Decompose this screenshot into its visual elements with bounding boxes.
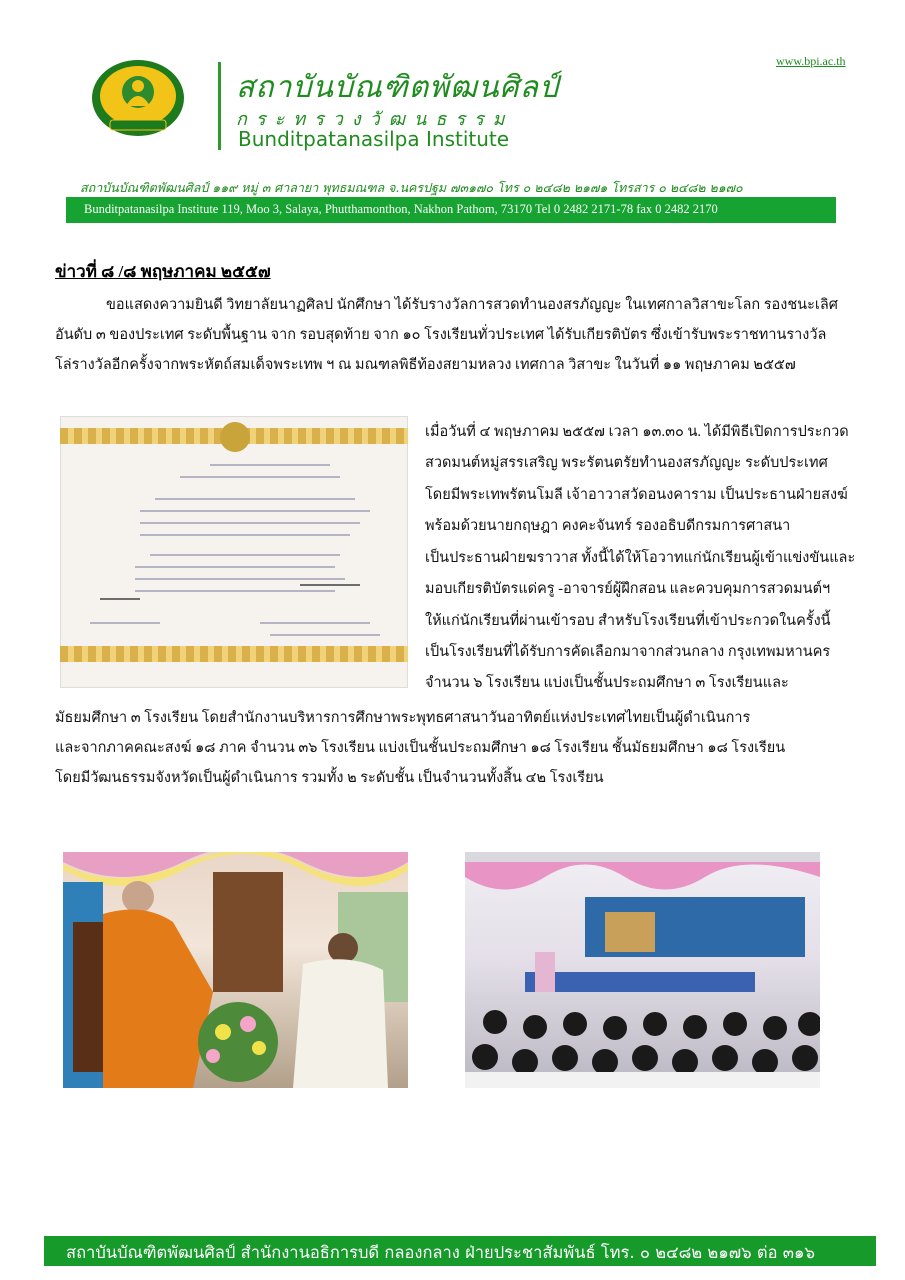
ministry-name: กระทรวงวัฒนธรรม bbox=[236, 109, 514, 130]
news-title: ข่าวที่ ๘ /๘ พฤษภาคม ๒๕๕๗ bbox=[55, 262, 271, 281]
address-thai: สถาบันบัณฑิตพัฒนศิลป์ ๑๑๙ หมู่ ๓ ศาลายา พุทธมณฑล จ.นครปฐม ๗๓๑๗๐ โทร ๐ ๒๔๘๒ ๒๑๗๑ โทรสาร ๐ ๒๔๘๒ ๒๑๗๐ bbox=[80, 180, 743, 195]
footer-contact: สถาบันบัณฑิตพัฒนศิลป์ สำนักงานอธิการบดี กลองกลาง ฝ่ายประชาสัมพันธ์ โทร. ๐ ๒๔๘๒ ๒๑๗๖ ต่อ ๓๑๖ bbox=[66, 1243, 815, 1262]
intro-line: อันดับ ๓ ของประเทศ ระดับพื้นฐาน จาก รอบสุดท้าย จาก ๑๐ โรงเรียนทั่วประเทศ ได้รับเกียรติบัตร ซึ่งเข้ารับพระราชทานรางวัล bbox=[55, 327, 827, 343]
intro-line: โล่รางวัลอีกครั้งจากพระหัตถ์สมเด็จพระเทพ ฯ ณ มณฑลพิธีท้องสยามหลวง เทศกาล วิสาขะ ในวันที่ ๑๑ พฤษภาคม ๒๕๕๗ bbox=[55, 357, 796, 373]
website-link[interactable]: www.bpi.ac.th bbox=[776, 54, 846, 68]
header-divider bbox=[218, 62, 221, 150]
institute-name-english: Bunditpatanasilpa Institute bbox=[238, 127, 510, 151]
body-line: มัธยมศึกษา ๓ โรงเรียน โดยสำนักงานบริหารการศึกษาพระพุทธศาสนาวันอาทิตย์แห่งประเทศไทยเป็นผู้ดำเนินการ bbox=[55, 710, 751, 726]
ceremony-photo-students bbox=[465, 852, 820, 1088]
side-line: มอบเกียรติบัตรแด่ครู -อาจารย์ผู้ฝึกสอน และควบคุมการสวดมนต์ฯ bbox=[425, 581, 831, 597]
side-line: ให้แก่นักเรียนที่ผ่านเข้ารอบ สำหรับโรงเรียนที่เข้าประกวดในครั้งนี้ bbox=[425, 613, 831, 629]
side-line: โดยมีพระเทพรัตนโมลี เจ้าอาวาสวัดอนงคาราม เป็นประธานฝ่ายสงฆ์ bbox=[425, 487, 848, 503]
side-line: พร้อมด้วยนายกฤษฎา คงคะจันทร์ รองอธิบดีกรมการศาสนา bbox=[425, 518, 791, 534]
institute-logo bbox=[88, 56, 188, 140]
side-line: เป็นประธานฝ่ายฆราวาส ทั้งนี้ได้ให้โอวาทแก่นักเรียนผู้เข้าแข่งขันและ bbox=[425, 550, 856, 566]
body-line: โดยมีวัฒนธรรมจังหวัดเป็นผู้ดำเนินการ รวมทั้ง ๒ ระดับชั้น เป็นจำนวนทั้งสิ้น ๔๒ โรงเรียน bbox=[55, 770, 604, 786]
address-english: Bunditpatanasilpa Institute 119, Moo 3, Salaya, Phutthamonthon, Nakhon Pathom, 73170 Tel 0 2482 2171-78 fax 0 2482 2170 bbox=[84, 202, 718, 216]
side-line: เมื่อวันที่ ๔ พฤษภาคม ๒๕๕๗ เวลา ๑๓.๓๐ น. ได้มีพิธีเปิดการประกวด bbox=[425, 424, 849, 440]
body-line: และจากภาคคณะสงฆ์ ๑๘ ภาค จำนวน ๓๖ โรงเรียน แบ่งเป็นชั้นประถมศึกษา ๑๘ โรงเรียน ชั้นมัธยมศึกษา ๑๘ โรงเรียน bbox=[55, 740, 786, 756]
side-line: เป็นโรงเรียนที่ได้รับการคัดเลือกมาจากส่วนกลาง กรุงเทพมหานคร bbox=[425, 644, 831, 660]
side-line: สวดมนต์หมู่สรรเสริญ พระรัตนตรัยทำนองสรภัญญะ ระดับประเทศ bbox=[425, 455, 828, 471]
side-line: จำนวน ๖ โรงเรียน แบ่งเป็นชั้นประถมศึกษา ๓ โรงเรียนและ bbox=[425, 675, 789, 691]
certificate-border bbox=[60, 646, 408, 662]
ceremony-photo-monk bbox=[63, 852, 408, 1088]
signature bbox=[300, 584, 360, 586]
garuda-emblem-icon bbox=[220, 422, 250, 452]
certificate-photo bbox=[60, 416, 408, 688]
intro-line: ขอแสดงความยินดี วิทยาลัยนาฏศิลป นักศึกษา ได้รับรางวัลการสวดทำนองสรภัญญะ ในเทศกาลวิสาขะโลก รองชนะเลิศ bbox=[106, 297, 838, 313]
signature bbox=[100, 598, 140, 600]
institute-name-thai: สถาบันบัณฑิตพัฒนศิลป์ bbox=[236, 70, 559, 105]
